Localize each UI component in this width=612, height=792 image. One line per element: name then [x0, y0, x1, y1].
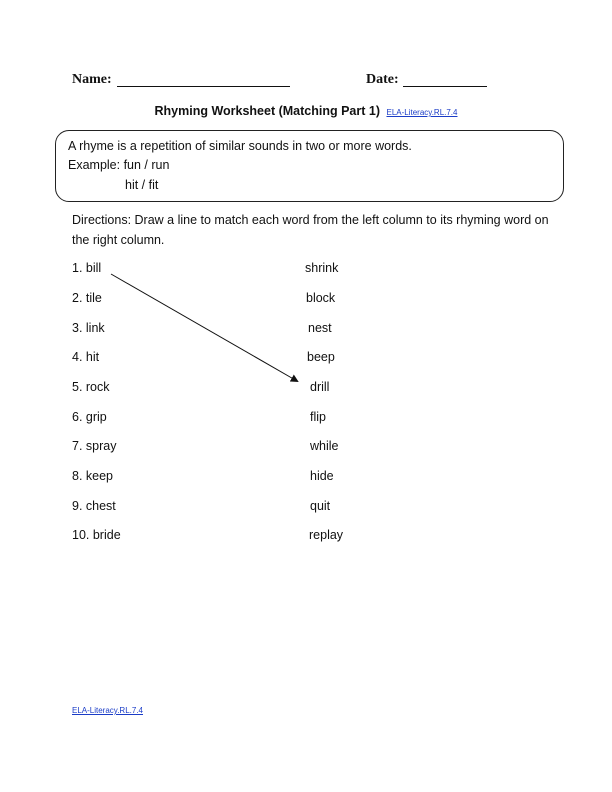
worksheet-title-row [0, 104, 612, 118]
right-word-4[interactable]: beep [307, 350, 335, 364]
worksheet-title: Rhyming Worksheet (Matching Part 1) [154, 104, 380, 118]
footer-standard-link[interactable]: ELA-Literacy.RL.7.4 [72, 706, 143, 715]
right-word-7[interactable]: while [310, 439, 339, 453]
left-word-4[interactable]: 4. hit [72, 350, 100, 364]
match-line [111, 274, 297, 381]
name-field[interactable] [117, 86, 290, 87]
directions-text: Directions: Draw a line to match each word from the left column to its rhyming word on the right column. [72, 213, 549, 247]
left-word-2[interactable]: 2. tile [72, 291, 102, 305]
date-field[interactable] [403, 86, 487, 87]
right-word-10[interactable]: replay [309, 528, 344, 542]
name-label: Name: [72, 72, 112, 87]
right-word-1[interactable]: shrink [305, 261, 339, 275]
standard-link[interactable]: ELA-Literacy.RL.7.4 [386, 108, 458, 117]
left-word-5[interactable]: 5. rock [72, 380, 110, 394]
example-line-1: Example: fun / run [68, 158, 170, 172]
example-line-2: hit / fit [125, 178, 159, 192]
right-word-8[interactable]: hide [310, 469, 334, 483]
left-word-10[interactable]: 10. bride [72, 528, 121, 542]
right-word-5[interactable]: drill [310, 380, 330, 394]
left-word-6[interactable]: 6. grip [72, 410, 107, 424]
right-word-2[interactable]: block [306, 291, 336, 305]
left-word-8[interactable]: 8. keep [72, 469, 114, 483]
left-word-7[interactable]: 7. spray [72, 439, 117, 453]
date-label: Date: [366, 72, 399, 87]
left-word-9[interactable]: 9. chest [72, 499, 116, 513]
right-word-3[interactable]: nest [308, 321, 332, 335]
right-word-9[interactable]: quit [310, 499, 331, 513]
left-word-3[interactable]: 3. link [72, 321, 105, 335]
right-word-6[interactable]: flip [310, 410, 326, 424]
left-word-1[interactable]: 1. bill [72, 261, 102, 275]
definition-text: A rhyme is a repetition of similar sounds in two or more words. [68, 139, 412, 153]
